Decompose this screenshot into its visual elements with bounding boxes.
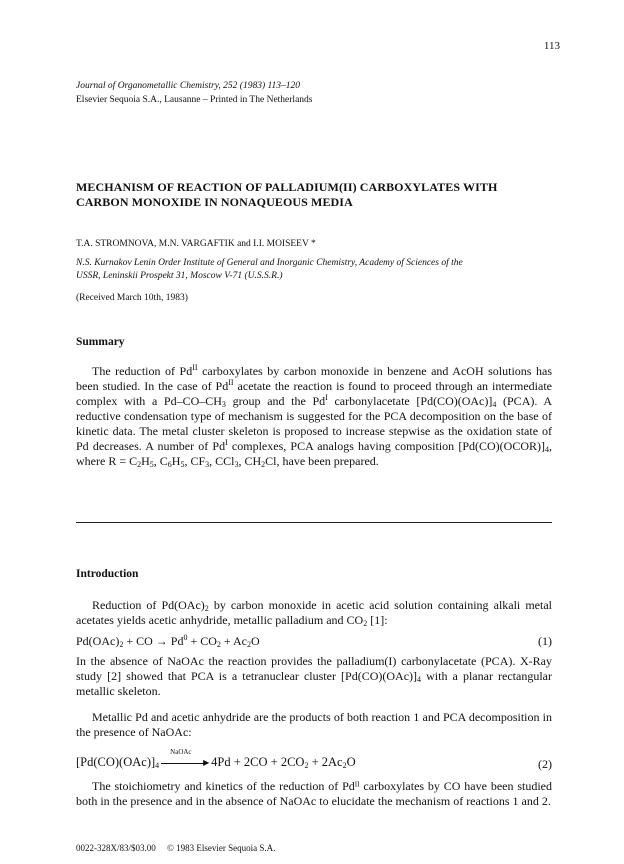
journal-citation: [76, 79, 312, 107]
equation-2-expression: $[Pd(CO)(OAc)]_4$ NaOAc ▶ $4Pd + 2CO + 2CO_2 + 2Ac_2O$: [76, 748, 356, 770]
intro-paragraph-4: The stoichiometry and kinetics of the reduction of Pdᴵᴵ carboxylates by CO have been studied both in the presence and in the absence of NaOAc to elucidate the mechanism of reactions 1 and 2.: [76, 779, 552, 808]
summary-paragraph: The reduction of $Pd^{II}$ carboxylates by carbon monoxide in benzene and AcOH solutions has been studied. In the case of $Pd^{II}$ acetate the reaction is found to proceed through an intermediate complex with a $Pd-CO-CH_3$ group and the $Pd^I$ carbonylacetate $[Pd(CO)(OAc)]_4$ (PCA). A reductive condensation type of mechanism is suggested for the PCA decomposition on the base of kinetic data. The metal cluster skeleton is proposed to increase stepwise as the oxidation state of Pd decreases. A number of $Pd^I$ complexes, PCA analogs having composition $[Pd(CO)(OCOR)]_4$, where $R = C_2H_5$, $C_6H_5$, $CF_3$, CCl$_3$, $CH_2Cl$, have been prepared.: [76, 363, 553, 469]
intro-paragraph-1: Reduction of $Pd(OAc)_2$ by carbon monoxide in acetic acid solution containing alkali metal acetates yields acetic anhydride, metallic palladium and $CO_2$ [1]:: [76, 598, 552, 628]
affiliation-line-2: USSR, Leninskii Prospekt 31, Moscow V-71 (U.S.S.R.): [76, 271, 283, 281]
reaction-arrow: NaOAc ▶: [161, 757, 209, 769]
equation-2: [76, 748, 552, 775]
page-number: 113: [543, 40, 560, 52]
reaction-arrow-label: NaOAc: [170, 748, 192, 757]
publisher-line: Elsevier Sequoia S.A., Lausanne – Printed in The Netherlands: [76, 95, 313, 105]
received-date: (Received March 10th, 1983): [76, 293, 188, 303]
intro-paragraph-3: Metallic Pd and acetic anhydride are the products of both reaction 1 and PCA decomposition in the presence of NaOAc:: [76, 710, 552, 739]
title-line-1: MECHANISM OF REACTION OF PALLADIUM(II) CARBOXYLATES WITH: [76, 180, 498, 194]
article-title: [76, 180, 556, 210]
summary-heading: Summary: [76, 336, 125, 348]
affiliation-line-1: N.S. Kurnakov Lenin Order Institute of General and Inorganic Chemistry, Academy of Sciences of the: [76, 258, 463, 268]
introduction-heading: Introduction: [76, 568, 139, 580]
journal-reference: Journal of Organometallic Chemistry, 252 (1983) 113–120: [76, 81, 301, 91]
title-line-2: CARBON MONOXIDE IN NONAQUEOUS MEDIA: [76, 195, 353, 209]
affiliation: [76, 257, 556, 283]
equation-1: [76, 634, 552, 650]
authors: T.A. STROMNOVA, M.N. VARGAFTIK and I.I. MOISEEV *: [76, 239, 316, 249]
equation-2-number: (2): [538, 757, 552, 771]
section-divider: [76, 522, 552, 523]
equation-1-number: (1): [538, 634, 552, 648]
equation-1-expression: $Pd(OAc)_2$ + CO → $Pd^0 + CO_2 + Ac_2O$: [76, 633, 260, 649]
intro-paragraph-2: In the absence of NaOAc the reaction provides the palladium(I) carbonylacetate (PCA). X-Ray study [2] showed that PCA is a tetranuclear cluster $[Pd(CO)(OAc)]_4$ with a planar rectangular metallic skeleton.: [76, 654, 553, 698]
footer-copyright: 0022-328X/83/$03.00 © 1983 Elsevier Sequoia S.A.: [76, 843, 276, 853]
